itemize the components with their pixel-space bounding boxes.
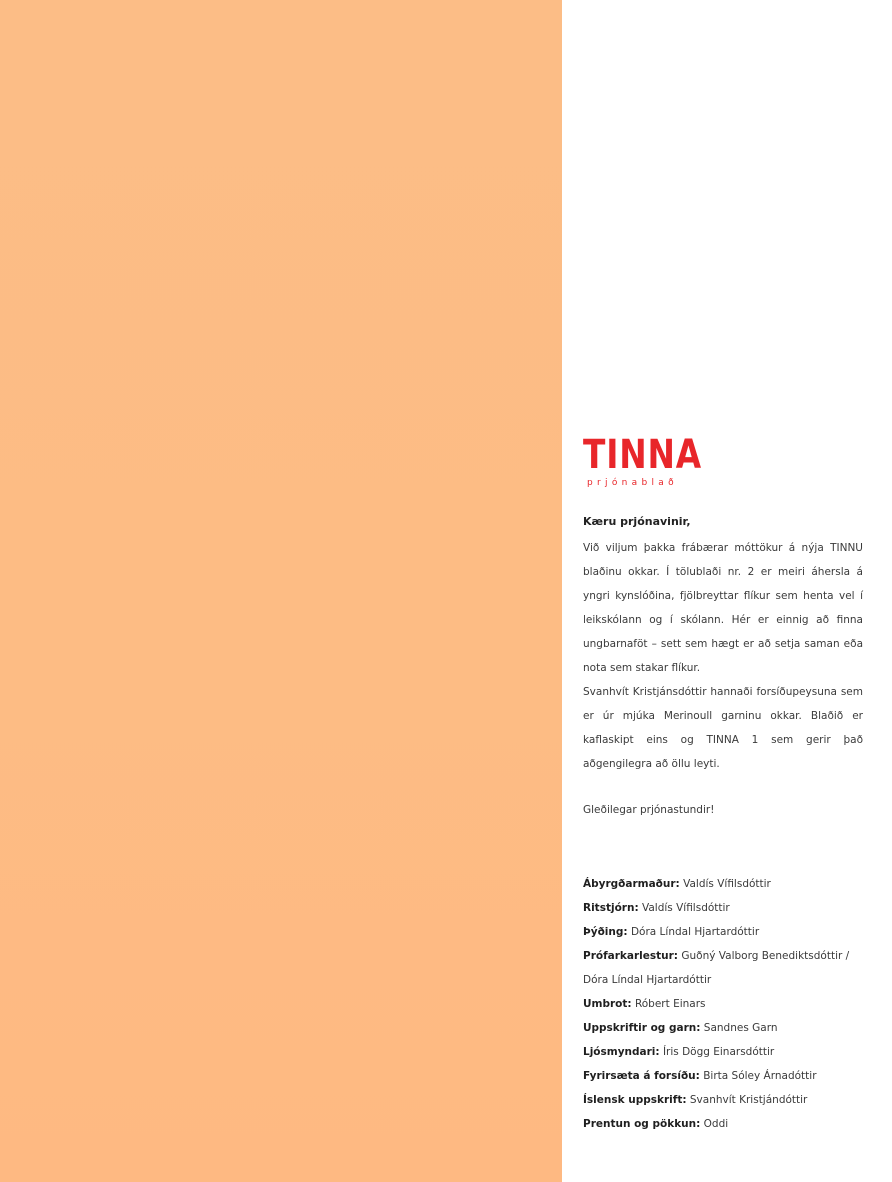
credit-name: Oddi: [703, 1118, 729, 1130]
credit-item: [583, 1112, 873, 1136]
credit-name: Dóra Líndal Hjartardóttir: [630, 926, 760, 938]
credit-name: Róbert Einars: [634, 998, 706, 1010]
credit-name: Íris Dögg Einarsdóttir: [662, 1046, 775, 1058]
letter-greeting: Kæru prjónavinir,: [583, 515, 691, 528]
credit-name: Valdís Vífilsdóttir: [641, 902, 730, 914]
credit-name: Sandnes Garn: [703, 1022, 778, 1034]
credit-item: [583, 1016, 873, 1040]
logo-wordmark: TINNA: [583, 432, 702, 478]
logo-tagline: prjónablað: [587, 478, 678, 488]
credit-role: Þýðing:: [583, 926, 628, 938]
credit-name: Guðný Valborg Benediktsdóttir / Dóra Líndal Hjartardóttir: [583, 950, 850, 986]
credit-role: Ritstjórn:: [583, 902, 639, 914]
credit-role: Prófarkarlestur:: [583, 950, 679, 962]
letter-body: [583, 536, 863, 776]
credit-role: Prentun og pökkun:: [583, 1118, 701, 1130]
credit-role: Umbrot:: [583, 998, 632, 1010]
credit-item: [583, 1064, 873, 1088]
credit-name: Valdís Vífilsdóttir: [683, 878, 771, 890]
credits-list: [583, 872, 873, 1136]
credit-name: Birta Sóley Árnadóttir: [703, 1070, 817, 1082]
credit-role: Ábyrgðarmaður:: [583, 878, 680, 890]
credit-name: Svanhvít Kristjándóttir: [689, 1094, 808, 1106]
credit-item: [583, 944, 873, 992]
credit-role: Fyrirsæta á forsíðu:: [583, 1070, 700, 1082]
credit-item: [583, 992, 873, 1016]
credit-item: [583, 1088, 873, 1112]
credit-item: [583, 1040, 873, 1064]
letter-body-text: Við viljum þakka frábærar móttökur á nýja TINNU blaðinu okkar. Í tölublaði nr. 2 er meiri áhersla á yngri kynslóðina, fjölbreyttar flíkur sem henta vel í leikskólann og í skólann. Hér er einnig að finna ungbarnaföt – sett sem hægt er að setja saman eða nota sem stakar flíkur. Svanhvít Kristjánsdóttir hannaði forsíðupeysuna sem er úr mjúka Merinoull garninu okkar. Blaðið er kaflaskipt eins og TINNA 1 sem gerir það aðgengilegra að öllu leyti.: [583, 542, 863, 770]
letter-sign-off: Gleðilegar prjónastundir!: [583, 804, 715, 816]
editorial-column: [583, 0, 863, 1182]
tinna-logo: [583, 432, 702, 488]
credit-role: Uppskriftir og garn:: [583, 1022, 701, 1034]
credit-item: [583, 896, 873, 920]
credit-role: Ljósmyndari:: [583, 1046, 660, 1058]
credit-item: [583, 920, 873, 944]
credit-role: Íslensk uppskrift:: [583, 1094, 687, 1106]
credit-item: [583, 872, 873, 896]
